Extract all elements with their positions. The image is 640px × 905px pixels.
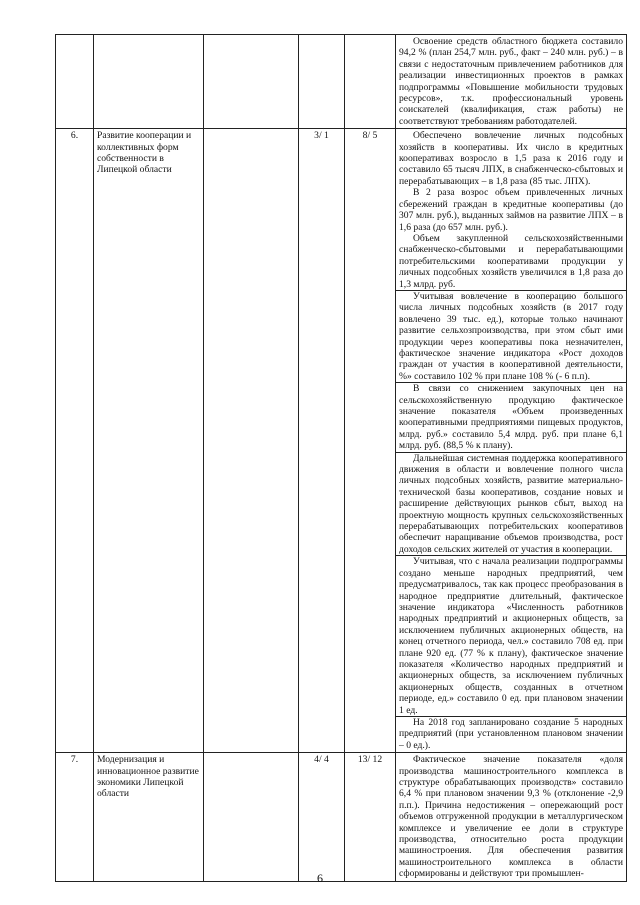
explanation-paragraph: Обеспечено вовлечение личных подсобных хозяйств в кооперативы. Их число в кредитных кооперативах возросло в 1,5 раза к 2016 году и составило 65 тысяч ЛПХ, в снабженческо-сбытовых и перерабатывающих – в 1,8 раза (85 тыс. ЛПХ). xyxy=(399,130,623,187)
subprogram-name: Модернизация и инновационное развитие экономики Липецкой области xyxy=(94,753,204,881)
explanation-paragraph: Учитывая, что с начала реализации подпрограммы создано меньше народных предприятий, чем предусматривалось, так как процесс преобразования в народное предприятие длительный, фактическое значение индикатора «Численность работников народных предприятий и акционерных обществ, за исключением публичных акционерных обществ, на конец отчетного периода, чел.» составило 708 ед. при плане 920 ед. (77 % к плану), фактическое значение показателя «Количество народных предприятий и акционерных обществ, за исключением публичных акционерных обществ, созданных в отчетном периоде, ед.» составило 0 ед. при плановом значении 1 ед. xyxy=(396,555,626,716)
row-number xyxy=(56,35,94,129)
row-number: 6. xyxy=(56,129,94,753)
explanation-paragraph: Освоение средств областного бюджета составило 94,2 % (план 254,7 млн. руб., факт – 240 млн. руб.) – в связи с недостаточным привлечением работников для реализации инвестиционных проектов в рамках подпрограммы «Повышение мобильности трудовых ресурсов», т.к. профессиональный уровень соискателей (квалификация, стаж работы) не соответствуют требованиям работодателей. xyxy=(399,36,623,127)
page-number: 6 xyxy=(317,871,323,885)
measure-count: 8/ 5 xyxy=(345,129,396,753)
indicator-count: 3/ 1 xyxy=(299,129,345,753)
table-row xyxy=(56,753,627,881)
explanation-cell xyxy=(396,129,627,753)
table-row xyxy=(56,129,627,753)
table-row xyxy=(56,35,627,129)
cell-empty xyxy=(204,129,299,753)
explanation-paragraph: Фактическое значение показателя «доля производства машиностроительного комплекса в структуре обрабатывающих производств» составило 6,4 % при плановом значении 9,3 % (отклонение -2,9 п.п.). Причина недостижения – опережающий рост объемов отгруженной продукции в металлургическом комплексе и увеличение ее доли в структуре производства, относительно роста продукции машиностроения. Для обеспечения развития машиностроительного комплекса в области сформированы и действуют три промышлен- xyxy=(399,754,623,880)
cell-empty xyxy=(204,753,299,881)
measure-count xyxy=(345,35,396,129)
explanation-paragraph: Объем закупленной сельскохозяйственными снабженческо-сбытовыми и перерабатывающими потребительскими кооперативами продукции у личных подсобных хозяйств увеличился в 1,8 раза до 1,3 млрд. руб. xyxy=(399,232,623,290)
subprogram-name xyxy=(94,35,204,129)
explanation-cell xyxy=(396,753,627,881)
cell-empty xyxy=(204,35,299,129)
indicator-count xyxy=(299,35,345,129)
indicator-count: 4/ 4 xyxy=(299,753,345,881)
explanation-paragraph: В 2 раза возрос объем привлеченных личных сбережений граждан в кредитные кооперативы (до 307 млн. руб.), выданных займов на развитие ЛПХ – в 1,6 раза (до 657 млн. руб.). xyxy=(399,187,623,233)
explanation-paragraph: Дальнейшая системная поддержка кооперативного движения в области и вовлечение полного числа личных подсобных хозяйств, развитие материально-технической базы кооперативов, создание новых и расширение действующих рынков сбыт, выход на проектную мощность крупных сельскохозяйственных перерабатывающих потребительских кооперативов обеспечит наращивание объемов производства, рост доходов сельских жителей от участия в кооперации. xyxy=(396,452,626,556)
row-number: 7. xyxy=(56,753,94,881)
subprogram-name: Развитие кооперации и коллективных форм собственности в Липецкой области xyxy=(94,129,204,753)
explanation-paragraph: Учитывая вовлечение в кооперацию большого числа личных подсобных хозяйств (в 2017 году вовлечено 39 тыс. ед.), которые только начинают развитие сельхозпроизводства, при этом сбыт ими продукции через кооперативы пока незначителен, фактическое значение индикатора «Рост доходов граждан от участия в кооперативной деятельности, %» составило 102 % при плане 108 % (- 6 п.п). xyxy=(396,290,626,382)
explanation-cell xyxy=(396,35,627,129)
report-table xyxy=(55,34,627,882)
explanation-paragraph: На 2018 год запланировано создание 5 народных предприятий (при установленном плановом значении – 0 ед.). xyxy=(396,716,626,751)
explanation-paragraph: В связи со снижением закупочных цен на сельскохозяйственную продукцию фактическое значение показателя «Объем произведенных кооперативными предприятиями пищевых продуктов, млрд. руб.» составило 5,4 млрд. руб. при плане 6,1 млрд. руб. (88,5 % к плану). xyxy=(396,382,626,451)
report-table-body xyxy=(56,35,627,882)
measure-count: 13/ 12 xyxy=(345,753,396,881)
